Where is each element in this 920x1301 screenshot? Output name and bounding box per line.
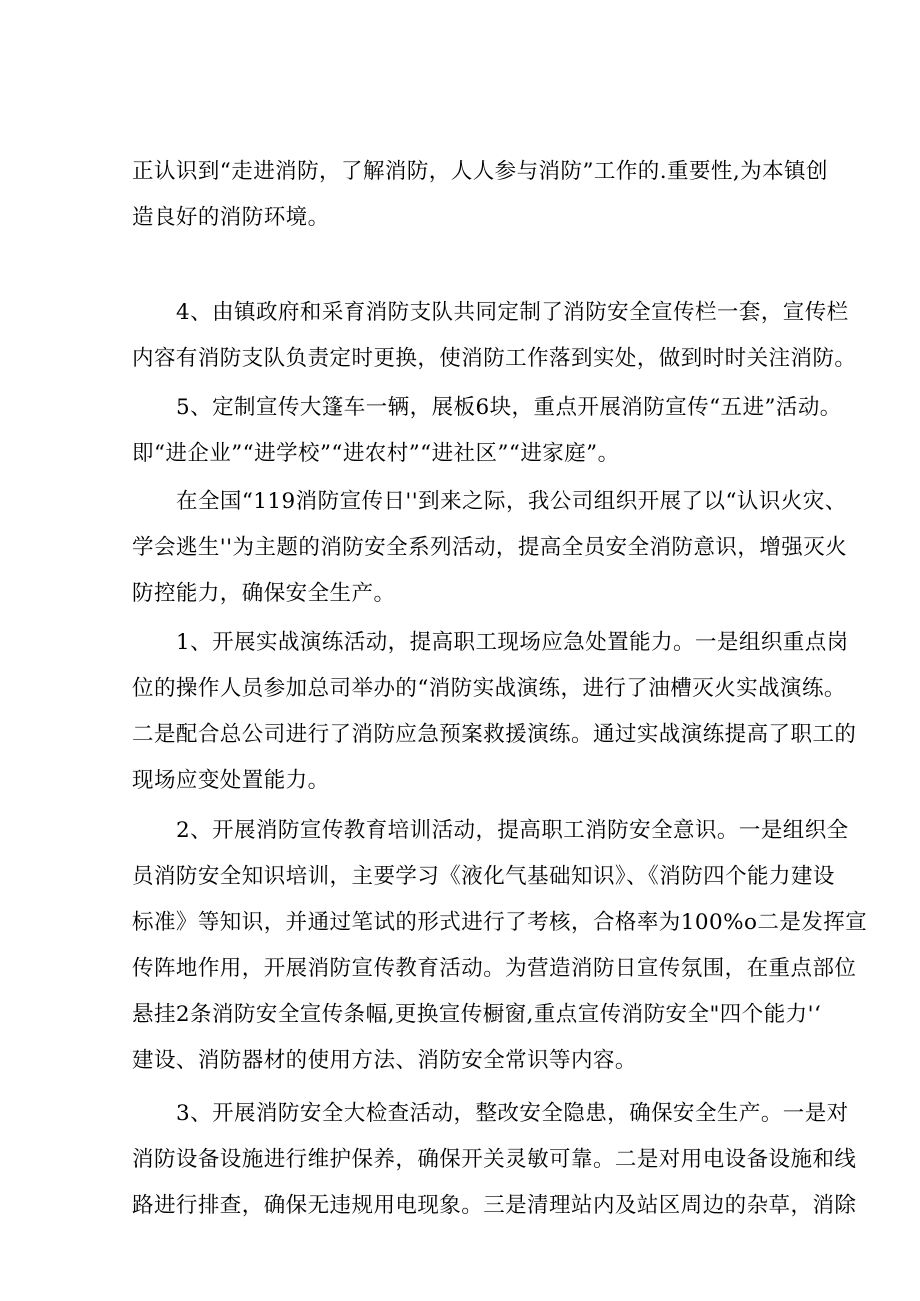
- text-line: 2、开展消防宣传教育培训活动，提高职工消防安全意识。一是组织全: [176, 818, 849, 843]
- text-line: 学会逃生''为主题的消防安全系列活动，提高全员安全消防意识，增强灭火: [132, 535, 848, 560]
- text-line: 5、定制宣传大篷车一辆，展板6块，重点开展消防宣传“五进”活动。: [176, 395, 842, 420]
- text-line: 建设、消防器材的使用方法、消防安全常识等内容。: [132, 1048, 637, 1073]
- text-line: 员消防安全知识培训，主要学习《液化气基础知识》、《消防四个能力建设: [132, 864, 835, 889]
- paragraph-item-5: [132, 385, 842, 477]
- paragraph-drill: [132, 620, 857, 804]
- text-line: 3、开展消防安全大检查活动，整改安全隐患，确保安全生产。一是对: [176, 1101, 849, 1126]
- text-line: 位的操作人员参加总司举办的“消防实战演练，进行了油槽灭火实战演练。: [132, 676, 846, 701]
- text-line: 现场应变处置能力。: [132, 768, 330, 793]
- paragraph-intro-119: [132, 479, 848, 617]
- paragraph-item-4: [132, 290, 857, 382]
- text-line: 标准》等知识，并通过笔试的形式进行了考核，合格率为100%o二是发挥宣: [132, 910, 868, 935]
- text-line: 造良好的消防环境。: [132, 205, 330, 230]
- text-line: 防控能力，确保安全生产。: [132, 581, 396, 606]
- paragraph-training: [132, 808, 868, 1084]
- text-line: 内容有消防支队负责定时更换，使消防工作落到实处，做到时时关注消防。: [132, 346, 857, 371]
- text-line: 传阵地作用，开展消防宣传教育活动。为营造消防日宣传氛围，在重点部位: [132, 956, 857, 981]
- text-line: 即“进企业”“进学校”“进农村”“进社区”“进家庭”。: [132, 441, 620, 466]
- paragraph-awareness: [132, 149, 828, 241]
- text-line: 二是配合总公司进行了消防应急预案救援演练。通过实战演练提高了职工的: [132, 722, 857, 747]
- text-line: 路进行排查，确保无违规用电现象。三是清理站内及站区周边的杂草，消除: [132, 1193, 857, 1218]
- text-line: 消防设备设施进行维护保养，确保开关灵敏可靠。二是对用电设备设施和线: [132, 1147, 857, 1172]
- text-line: 1、开展实战演练活动，提高职工现场应急处置能力。一是组织重点岗: [176, 630, 849, 655]
- text-line: 悬挂2条消防安全宣传条幅,更换宣传橱窗,重点宣传消防安全"四个能力'‘: [132, 1002, 822, 1027]
- paragraph-inspection: [132, 1091, 857, 1229]
- text-line: 4、由镇政府和采育消防支队共同定制了消防安全宣传栏一套，宣传栏: [176, 300, 849, 325]
- text-line: 在全国“119消防宣传日''到来之际，我公司组织开展了以“认识火灾、: [176, 489, 847, 514]
- text-line: 正认识到“走进消防，了解消防，人人参与消防”工作的.重要性,为本镇创: [132, 159, 828, 184]
